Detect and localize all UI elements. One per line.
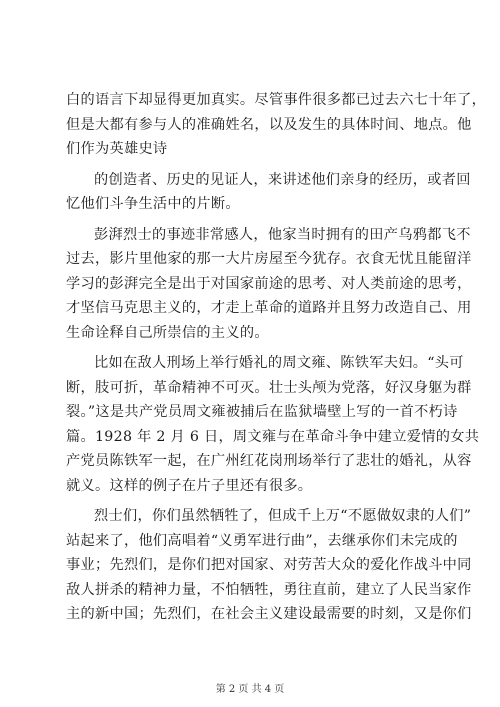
text-line: 烈士们，你们虽然牺牲了，但成千上万“不愿做奴隶的人们” (94, 508, 472, 524)
text-line: 白的语言下却显得更加真实。尽管事件很多都已过去六七十年了， (66, 92, 487, 108)
text-line: 的创造者、历史的见证人，来讲述他们亲身的经历，或者回 (94, 171, 471, 188)
text-line: 但是大都有参与人的准确姓名，以及发生的具体时间、地点。他 (66, 116, 472, 133)
text-line: 主的新中国；先烈们，在社会主义建设最需要的时刻，又是你们 (66, 606, 472, 622)
text-line: 事业；先烈们，是你们把对国家、对劳苦大众的爱化作战斗中同 (66, 557, 472, 573)
text-line: 学习的彭湃完全是出于对国家前途的思考、对人类前途的思考， (66, 275, 472, 292)
text-line: 过去，影片里他家的那一大片房屋至今犹存。衣食无忧且能留洋 (66, 251, 472, 267)
text-line: 篇。1928 年 2 月 6 日，周文雍与在革命斗争中建立爱情的女共 (66, 428, 480, 445)
text-line: 产党员陈铁军一起，在广州红花岗刑场举行了悲壮的婚礼，从容 (66, 453, 472, 469)
text-line: 生命诠释自己所崇信的主义的。 (66, 324, 269, 341)
paragraph (66, 351, 480, 498)
paragraph (66, 223, 472, 346)
page-footer: 第 2 页 共 4 页 (215, 684, 285, 695)
paragraph (66, 168, 471, 217)
text-line: 彭湃烈士的事迹非常感人，他家当时拥有的田产乌鸦都飞不 (94, 226, 471, 243)
paragraph (66, 88, 487, 162)
text-line: 裂。”这是共产党员周文雍被捕后在监狱墙壁上写的一首不朽诗 (66, 404, 458, 420)
text-line: 断，肢可折，革命精神不可灭。壮士头颅为党落，好汉身躯为群 (66, 379, 472, 396)
text-line: 就义。这样的例子在片子里还有很多。 (66, 477, 313, 494)
paragraph (66, 504, 472, 627)
text-line: 才坚信马克思主义的，才走上革命的道路并且努力改造自己、用 (66, 300, 472, 316)
text-line: 们作为英雄史诗 (66, 141, 168, 157)
text-line: 敌人拼杀的精神力量，不怕牺牲，勇往直前，建立了人民当家作 (66, 581, 472, 598)
body-text (66, 88, 487, 627)
text-line: 比如在敌人刑场上举行婚礼的周文雍、陈铁军夫妇。“头可 (94, 355, 464, 371)
text-line: 站起来了，他们高唱着“义勇军进行曲”，去继承你们未完成的 (66, 532, 458, 549)
text-line: 忆他们斗争生活中的片断。 (66, 196, 240, 212)
